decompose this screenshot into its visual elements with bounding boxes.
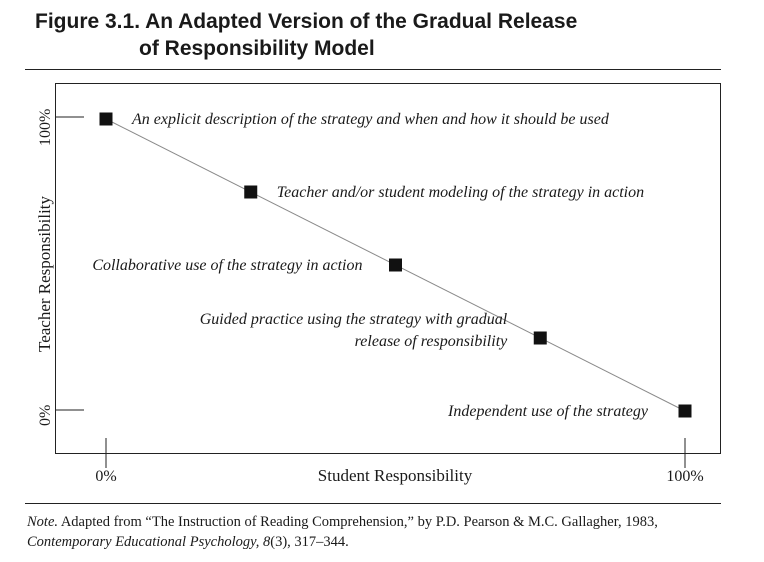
stage-marker-4: [534, 332, 547, 345]
bottom-rule: [25, 503, 721, 504]
x-tick-right-label: 100%: [666, 468, 704, 485]
stage-label-5: Independent use of the strategy: [448, 403, 648, 420]
stage-marker-3: [389, 259, 402, 272]
y-axis-label: Teacher Responsibility: [35, 195, 54, 352]
stage-marker-1: [100, 113, 113, 126]
stage-marker-5: [679, 405, 692, 418]
x-tick-left-label: 0%: [95, 468, 117, 485]
note-prefix: Note.: [27, 514, 59, 530]
stage-label-1: An explicit description of the strategy and when and how it should be used: [132, 111, 609, 128]
x-axis-label: Student Responsibility: [317, 466, 473, 485]
note-pages: (3), 317–344.: [270, 534, 349, 550]
y-tick-bottom-label: 0%: [37, 404, 54, 426]
stage-label-3: Collaborative use of the strategy in action: [92, 257, 363, 274]
note-volume: 8: [259, 534, 271, 550]
note-journal: Contemporary Educational Psychology,: [27, 534, 260, 550]
stage-label-4-line-1: Guided practice using the strategy with gradual: [199, 311, 508, 328]
figure-title-line-2: of Responsibility Model: [139, 37, 375, 60]
source-note: [27, 512, 727, 552]
figure-title-line-1: Figure 3.1. An Adapted Version of the Gradual Release: [35, 10, 578, 33]
stage-label-2: Teacher and/or student modeling of the strategy in action: [276, 184, 645, 201]
stage-marker-2: [244, 186, 257, 199]
note-text: Adapted from “The Instruction of Reading Comprehension,” by P.D. Pearson & M.C. Gallagher, 1983,: [58, 514, 658, 530]
y-tick-top-label: 100%: [37, 108, 54, 146]
stage-label-4-line-2: release of responsibility: [354, 333, 508, 350]
